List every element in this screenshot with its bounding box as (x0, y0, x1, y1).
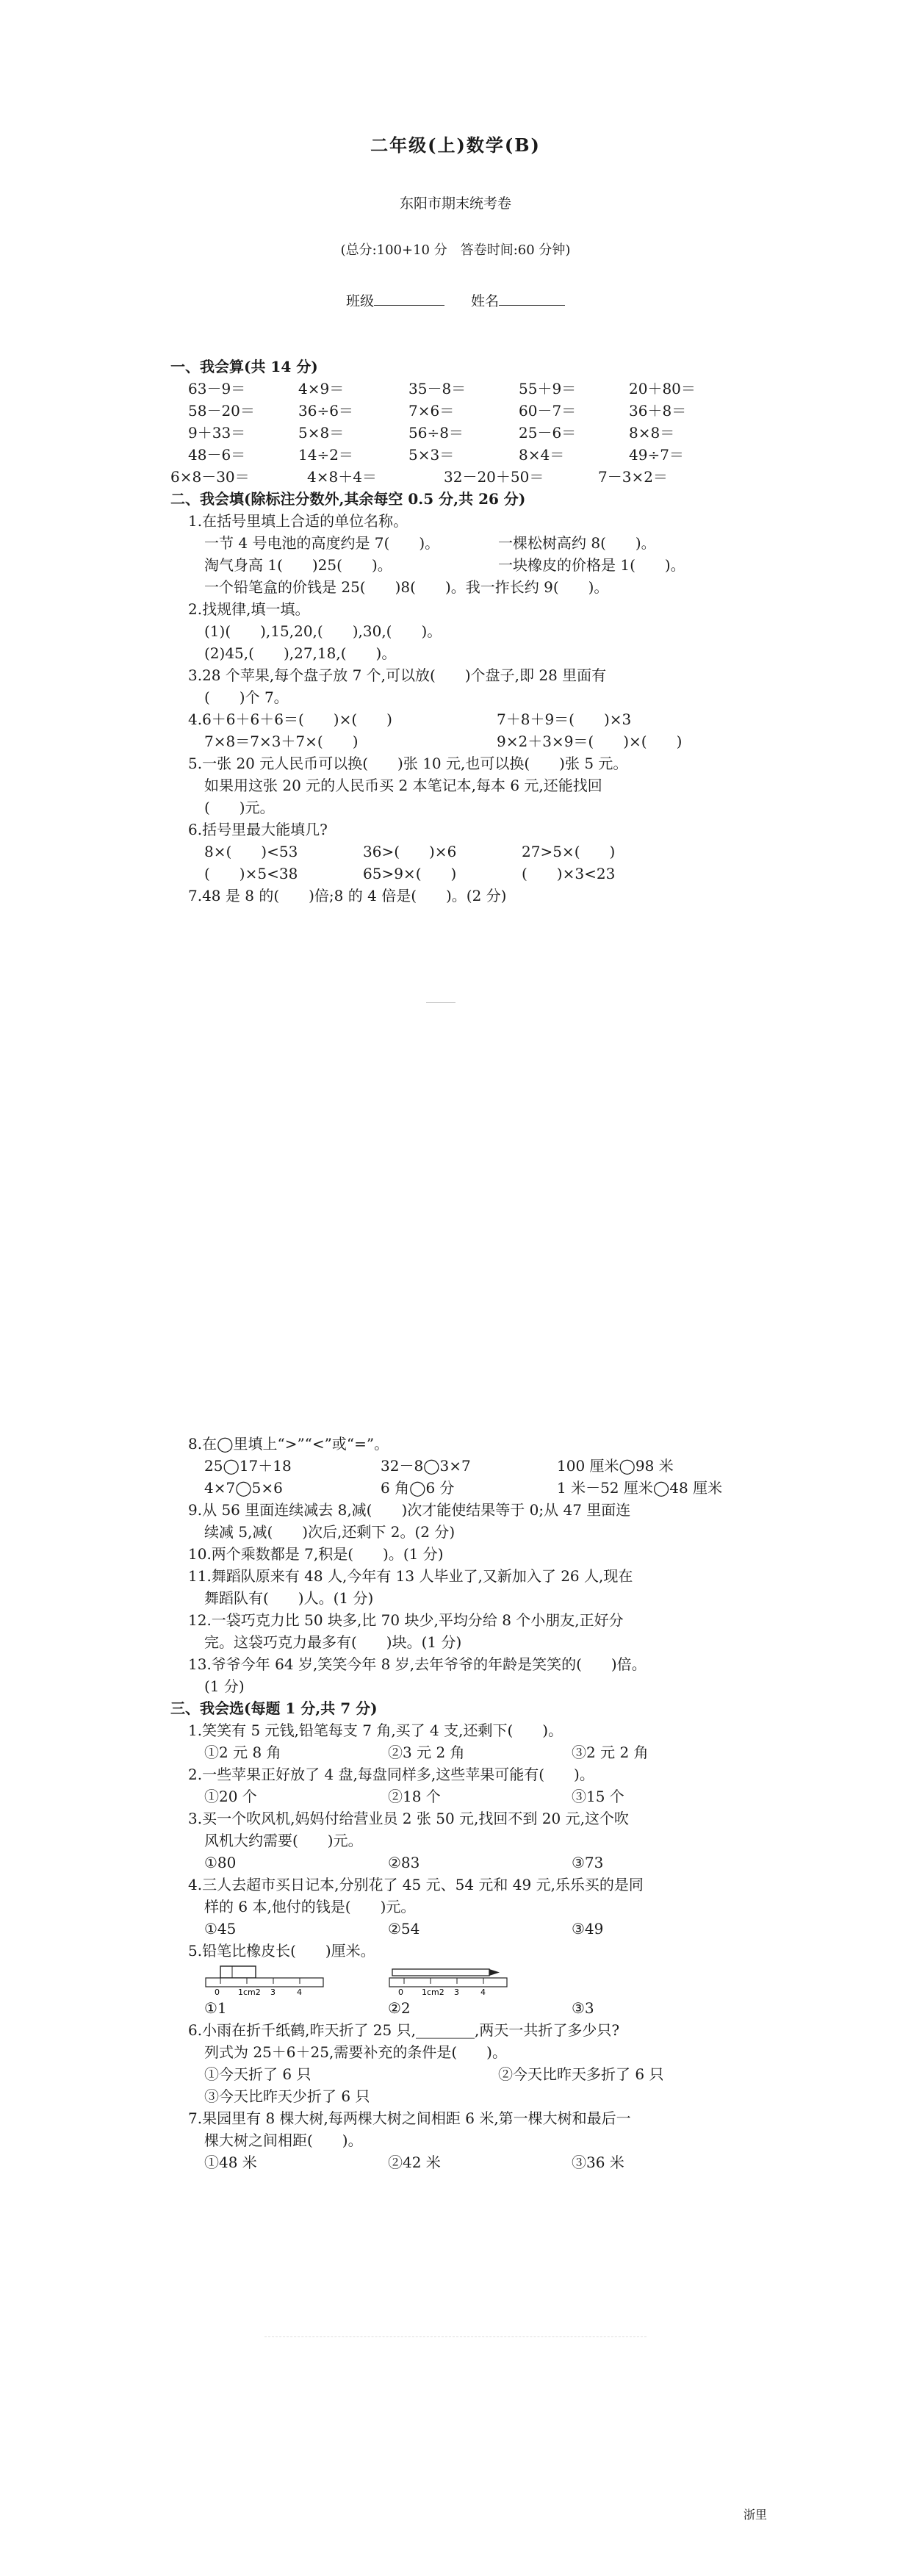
compare-item[interactable]: 6 角◯6 分 (381, 1479, 455, 1497)
fill-item[interactable]: 7×8＝7×3＋7×( ) (204, 733, 359, 750)
fill-item[interactable]: ( )×3<23 (522, 865, 616, 882)
options-row (170, 1918, 773, 1940)
option[interactable]: ①2 元 8 角 (204, 1744, 281, 1761)
fill-item[interactable]: 27>5×( ) (522, 843, 616, 860)
eraser-ruler-figure (204, 1965, 329, 1997)
calc-item: 4×9＝ (298, 380, 345, 397)
option[interactable]: ③3 (572, 1999, 594, 2017)
calc-item: 7－3×2＝ (598, 468, 668, 486)
section-1 (170, 356, 773, 907)
option[interactable]: ③36 米 (572, 2154, 624, 2171)
question-2-7[interactable]: 7.48 是 8 的( )倍;8 的 4 倍是( )。(2 分) (188, 887, 507, 904)
class-blank[interactable] (374, 305, 444, 306)
footer-mark: 浙里 (743, 2508, 768, 2522)
fill-item[interactable]: 一节 4 号电池的高度约是 7( )。 (204, 534, 440, 552)
answer-row (170, 532, 773, 554)
calc-row-last (170, 466, 773, 488)
pencil-tip (489, 1969, 500, 1976)
options-row (170, 2063, 773, 2085)
calc-row (170, 444, 773, 466)
question-3-6: 6.小雨在折千纸鹤,昨天折了 25 只,________,两天一共折了多少只? (188, 2021, 620, 2039)
question-2-13-cont: (1 分) (204, 1677, 245, 1695)
option[interactable]: ①1 (204, 1999, 227, 2017)
question-3-3-cont: 风机大约需要( )元。 (204, 1832, 363, 1849)
calc-item: 48－6＝ (188, 446, 246, 464)
calc-item: 36÷6＝ (298, 402, 353, 420)
calc-item: 5×8＝ (298, 424, 345, 442)
option[interactable]: ②83 (388, 1854, 420, 1871)
question-2-13[interactable]: 13.爷爷今年 64 岁,笑笑今年 8 岁,去年爷爷的年龄是笑笑的( )倍。 (188, 1655, 647, 1673)
fill-item[interactable]: 65>9×( ) (363, 865, 457, 882)
calc-item: 8×8＝ (629, 424, 675, 442)
answer-row (170, 841, 773, 863)
name-blank[interactable] (499, 305, 565, 306)
compare-item[interactable]: 1 米－52 厘米◯48 厘米 (557, 1479, 723, 1497)
pencil-body (392, 1969, 489, 1976)
calc-item: 7×6＝ (408, 402, 455, 420)
option[interactable]: ③2 元 2 角 (572, 1744, 649, 1761)
fill-item[interactable]: 一块橡皮的价格是 1( )。 (498, 556, 685, 574)
calc-item: 9＋33＝ (188, 424, 246, 442)
calc-row (170, 378, 773, 400)
compare-item[interactable]: 4×7◯5×6 (204, 1479, 283, 1497)
answer-row (170, 863, 773, 885)
question-2-10[interactable]: 10.两个乘数都是 7,积是( )。(1 分) (188, 1545, 444, 1563)
question-2-5[interactable]: 5.一张 20 元人民币可以换( )张 10 元,也可以换( )张 5 元。 (188, 755, 628, 772)
pencil-ruler-figure (388, 1965, 513, 1997)
ruler-label: 1cm2 (422, 1987, 444, 1997)
bottom-divider (264, 2336, 647, 2337)
section-2-continued (170, 1433, 773, 2173)
ruler-label: 4 (297, 1987, 302, 1997)
question-3-5: 5.铅笔比橡皮长( )厘米。 (188, 1942, 375, 1960)
options-row (170, 1741, 773, 1763)
fill-item[interactable]: 4.6＋6＋6＋6＝( )×( ) (188, 710, 392, 728)
question-2-6: 6.括号里最大能填几? (188, 821, 328, 838)
question-2-2: 2.找规律,填一填。 (188, 600, 310, 618)
calc-item: 6×8－30＝ (170, 468, 250, 486)
calc-item: 20＋80＝ (629, 380, 696, 397)
question-2-4 (170, 708, 773, 730)
question-2-4-cont (170, 730, 773, 752)
option[interactable]: ②2 (388, 1999, 411, 2017)
calc-item: 32－20＋50＝ (444, 468, 544, 486)
ruler-label: 0 (398, 1987, 403, 1997)
calc-item: 36＋8＝ (629, 402, 687, 420)
ruler-body (206, 1978, 323, 1987)
fill-item[interactable]: 9×2＋3×9＝( )×( ) (497, 733, 683, 750)
fill-item[interactable]: (2)45,( ),27,18,( )。 (204, 644, 397, 662)
fill-item[interactable]: 7＋8＋9＝( )×3 (497, 710, 632, 728)
fill-item[interactable]: 一个铅笔盒的价钱是 25( )8( )。我一拃长约 9( )。 (204, 578, 609, 596)
exam-subtitle: 东阳市期末统考卷 (399, 195, 511, 212)
option[interactable]: ②42 米 (388, 2154, 441, 2171)
exam-meta: (总分:100+10 分 答卷时间:60 分钟) (340, 242, 571, 258)
question-2-3-cont[interactable]: ( )个 7。 (204, 688, 289, 706)
compare-item[interactable]: 32－8◯3×7 (381, 1457, 471, 1475)
fill-item[interactable]: 8×( )<53 (204, 843, 298, 860)
answer-row (170, 1477, 773, 1499)
question-3-6-cont: 列式为 25＋6＋25,需要补充的条件是( )。 (204, 2043, 507, 2061)
option[interactable]: ③15 个 (572, 1788, 624, 1805)
options-row (170, 1852, 773, 1874)
ruler-figures (170, 1962, 773, 1997)
question-2-11-cont[interactable]: 舞蹈队有( )人。(1 分) (204, 1589, 374, 1607)
calc-item: 8×4＝ (519, 446, 565, 464)
question-2-12-cont[interactable]: 完。这袋巧克力最多有( )块。(1 分) (204, 1633, 462, 1651)
compare-item[interactable]: 100 厘米◯98 米 (557, 1457, 674, 1475)
fill-item[interactable]: 36>( )×6 (363, 843, 457, 860)
eraser-shape (220, 1966, 256, 1978)
option[interactable]: ③49 (572, 1920, 604, 1938)
calc-row (170, 400, 773, 422)
calc-item: 56÷8＝ (408, 424, 464, 442)
question-2-1: 1.在括号里填上合适的单位名称。 (188, 512, 408, 530)
question-3-7-cont: 棵大树之间相距( )。 (204, 2131, 363, 2149)
answer-row (170, 1455, 773, 1477)
option[interactable]: ②18 个 (388, 1788, 441, 1805)
question-2-12: 12.一袋巧克力比 50 块多,比 70 块少,平均分给 8 个小朋友,正好分 (188, 1611, 624, 1629)
calc-item: 49÷7＝ (629, 446, 684, 464)
calc-row (170, 422, 773, 444)
question-2-11: 11.舞蹈队原来有 48 人,今年有 13 人毕业了,又新加入了 26 人,现在 (188, 1567, 633, 1585)
question-2-5-cont[interactable]: ( )元。 (204, 799, 275, 816)
fill-item[interactable]: 一棵松树高约 8( )。 (498, 534, 656, 552)
answer-row (170, 554, 773, 576)
calc-item: 35－8＝ (408, 380, 467, 397)
option[interactable]: ①48 米 (204, 2154, 257, 2171)
option[interactable]: ②3 元 2 角 (388, 1744, 465, 1761)
question-3-2: 2.一些苹果正好放了 4 盘,每盘同样多,这些苹果可能有( )。 (188, 1766, 594, 1783)
option[interactable]: ③今天比昨天少折了 6 只 (204, 2087, 370, 2105)
fill-item[interactable]: 淘气身高 1( )25( )。 (204, 556, 392, 574)
calc-item: 4×8＋4＝ (307, 468, 377, 486)
question-3-4-cont: 样的 6 本,他付的钱是( )元。 (204, 1898, 416, 1915)
question-2-3[interactable]: 3.28 个苹果,每个盘子放 7 个,可以放( )个盘子,即 28 里面有 (188, 666, 607, 684)
page-divider (426, 1002, 455, 1003)
ruler-label: 1cm2 (238, 1987, 261, 1997)
ruler-body (389, 1978, 507, 1987)
exam-title: 二年级(上)数学(B) (370, 134, 541, 156)
question-3-7: 7.果园里有 8 棵大树,每两棵大树之间相距 6 米,第一棵大树和最后一 (188, 2109, 631, 2127)
calc-item: 63－9＝ (188, 380, 246, 397)
section-2-heading: 二、我会填(除标注分数外,其余每空 0.5 分,共 26 分) (170, 490, 526, 508)
calc-item: 5×3＝ (408, 446, 455, 464)
option[interactable]: ①45 (204, 1920, 237, 1938)
question-2-5-cont: 如果用这张 20 元的人民币买 2 本笔记本,每本 6 元,还能找回 (204, 777, 602, 794)
ruler-label: 4 (480, 1987, 486, 1997)
ruler-label: 3 (454, 1987, 459, 1997)
class-label: 班级 (345, 293, 374, 309)
question-2-9-cont[interactable]: 续减 5,减( )次后,还剩下 2。(2 分) (204, 1523, 455, 1541)
calc-item: 60－7＝ (519, 402, 577, 420)
calc-item: 14÷2＝ (298, 446, 353, 464)
fill-item[interactable]: (1)( ),15,20,( ),30,( )。 (204, 622, 442, 640)
option[interactable]: ①20 个 (204, 1788, 257, 1805)
ruler-label: 0 (215, 1987, 220, 1997)
option[interactable]: ③73 (572, 1854, 604, 1871)
class-name-line (0, 290, 911, 310)
question-2-9[interactable]: 9.从 56 里面连续减去 8,减( )次才能使结果等于 0;从 47 里面连 (188, 1501, 631, 1519)
question-2-8: 8.在◯里填上“>”“<”或“=”。 (188, 1435, 389, 1453)
option[interactable]: ①今天折了 6 只 (204, 2065, 312, 2083)
calc-item: 58－20＝ (188, 402, 255, 420)
option[interactable]: ②今天比昨天多折了 6 只 (498, 2065, 664, 2083)
option[interactable]: ①80 (204, 1854, 237, 1871)
options-row (170, 2151, 773, 2173)
section-1-heading: 一、我会算(共 14 分) (170, 358, 318, 375)
calc-item: 55＋9＝ (519, 380, 577, 397)
fill-item[interactable]: ( )×5<38 (204, 865, 298, 882)
question-3-1: 1.笑笑有 5 元钱,铅笔每支 7 角,买了 4 支,还剩下( )。 (188, 1721, 563, 1739)
name-label: 姓名 (471, 293, 500, 309)
compare-item[interactable]: 25◯17＋18 (204, 1457, 292, 1475)
ruler-label: 3 (270, 1987, 276, 1997)
question-3-3: 3.买一个吹风机,妈妈付给营业员 2 张 50 元,找回不到 20 元,这个吹 (188, 1810, 629, 1827)
options-row (170, 1997, 773, 2019)
calc-item: 25－6＝ (519, 424, 577, 442)
section-3-heading: 三、我会选(每题 1 分,共 7 分) (170, 1699, 378, 1717)
question-3-4: 4.三人去超市买日记本,分别花了 45 元、54 元和 49 元,乐乐买的是同 (188, 1876, 644, 1893)
options-row (170, 1785, 773, 1807)
option[interactable]: ②54 (388, 1920, 420, 1938)
